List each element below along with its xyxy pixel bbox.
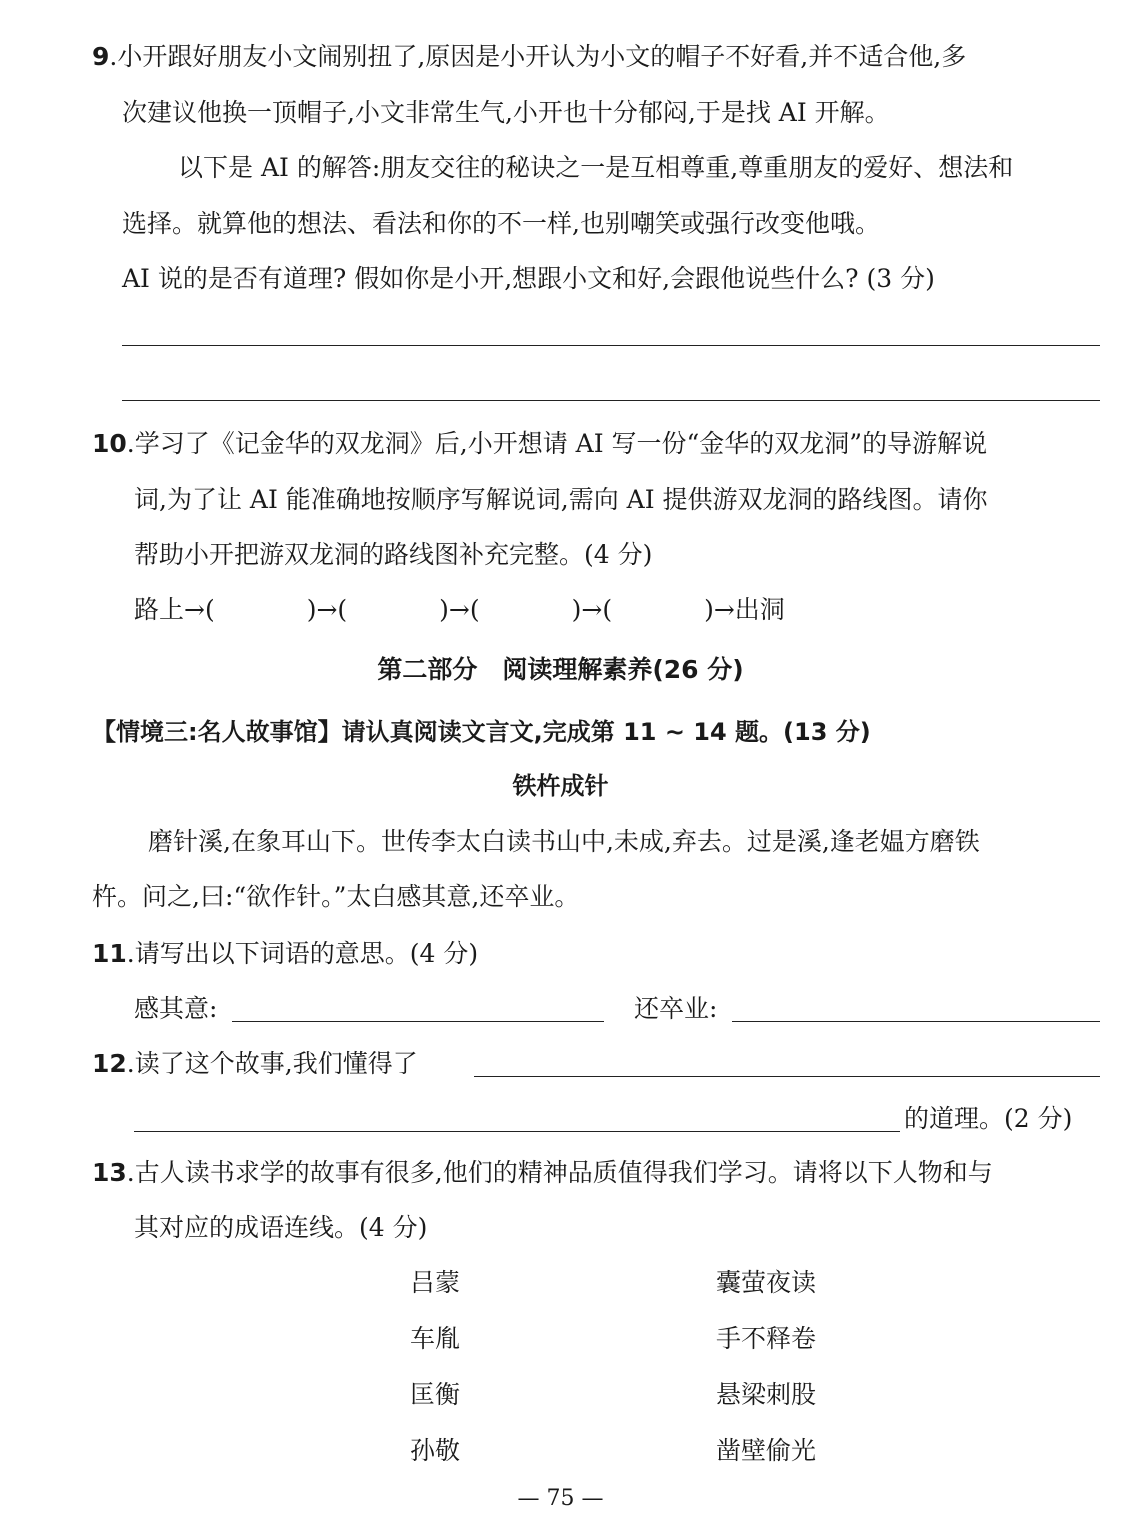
q9-line2: 次建议他换一顶帽子,小文非常生气,小开也十分郁闷,于是找 AI 开解。 [122,98,890,127]
q10-line3: 帮助小开把游双龙洞的路线图补充完整。(4 分) [134,540,653,569]
route-start: 路上→( [134,595,215,624]
part2-title: 第二部分 阅读理解素养(26 分) [377,655,744,684]
q13-line2: 其对应的成语连线。(4 分) [134,1213,428,1242]
q9-line3: 以下是 AI 的解答:朋友交往的秘诀之一是互相尊重,尊重朋友的爱好、想法和 [178,153,1014,182]
q12-end: 的道理。(2 分) [904,1104,1073,1133]
person-4[interactable]: 孙敬 [410,1436,461,1465]
q11-answer-line-1[interactable] [232,1021,604,1022]
q11-number: 11 [92,939,127,968]
page-number: — 75 — [517,1486,604,1511]
idiom-2[interactable]: 手不释卷 [716,1324,817,1353]
route-mid-1: )→( [306,595,348,624]
q13-number: 13 [92,1158,127,1187]
person-1[interactable]: 吕蒙 [410,1268,461,1297]
q10-line2: 词,为了让 AI 能准确地按顺序写解说词,需向 AI 提供游双龙洞的路线图。请你 [134,485,988,514]
passage-line-1: 磨针溪,在象耳山下。世传李太白读书山中,未成,弃去。过是溪,逢老媪方磨铁 [148,827,980,856]
passage-title: 铁杵成针 [512,772,609,800]
q9-number: 9 [92,42,110,71]
person-3[interactable]: 匡衡 [410,1380,461,1409]
q11-term-1: 感其意: [134,994,218,1023]
q11-term-2: 还卒业: [634,994,718,1023]
route-end: )→出洞 [704,595,785,624]
q12-number: 12 [92,1049,127,1078]
q9-line4: 选择。就算他的想法、看法和你的不一样,也别嘲笑或强行改变他哦。 [122,209,880,238]
route-mid-3: )→( [571,595,613,624]
q9-answer-line-1[interactable] [122,345,1100,346]
q12-answer-line-2[interactable] [134,1131,900,1132]
idiom-1[interactable]: 囊萤夜读 [716,1268,817,1297]
q10-number: 10 [92,429,127,458]
q11-line: 11.请写出以下词语的意思。(4 分) [92,939,479,968]
q9-line5: AI 说的是否有道理? 假如你是小开,想跟小文和好,会跟他说些什么? (3 分) [122,264,935,293]
route-mid-2: )→( [439,595,480,624]
q10-route [134,597,785,622]
q10-line1: 10.学习了《记金华的双龙洞》后,小开想请 AI 写一份“金华的双龙洞”的导游解说 [92,429,988,458]
q12-line: 12.读了这个故事,我们懂得了 [92,1049,418,1078]
q13-line1: 13.古人读书求学的故事有很多,他们的精神品质值得我们学习。请将以下人物和与 [92,1158,993,1187]
passage-line-2: 杵。问之,曰:“欲作针。”太白感其意,还卒业。 [92,882,580,911]
q12-answer-line-1[interactable] [474,1076,1100,1077]
context-heading: 【情境三:名人故事馆】请认真阅读文言文,完成第 11 ~ 14 题。(13 分) [92,718,871,746]
q9-line1: 9.小开跟好朋友小文闹别扭了,原因是小开认为小文的帽子不好看,并不适合他,多 [92,42,967,71]
q11-answer-line-2[interactable] [732,1021,1100,1022]
idiom-3[interactable]: 悬梁刺股 [716,1380,817,1409]
person-2[interactable]: 车胤 [410,1324,461,1353]
idiom-4[interactable]: 凿壁偷光 [716,1436,817,1465]
q9-answer-line-2[interactable] [122,400,1100,401]
